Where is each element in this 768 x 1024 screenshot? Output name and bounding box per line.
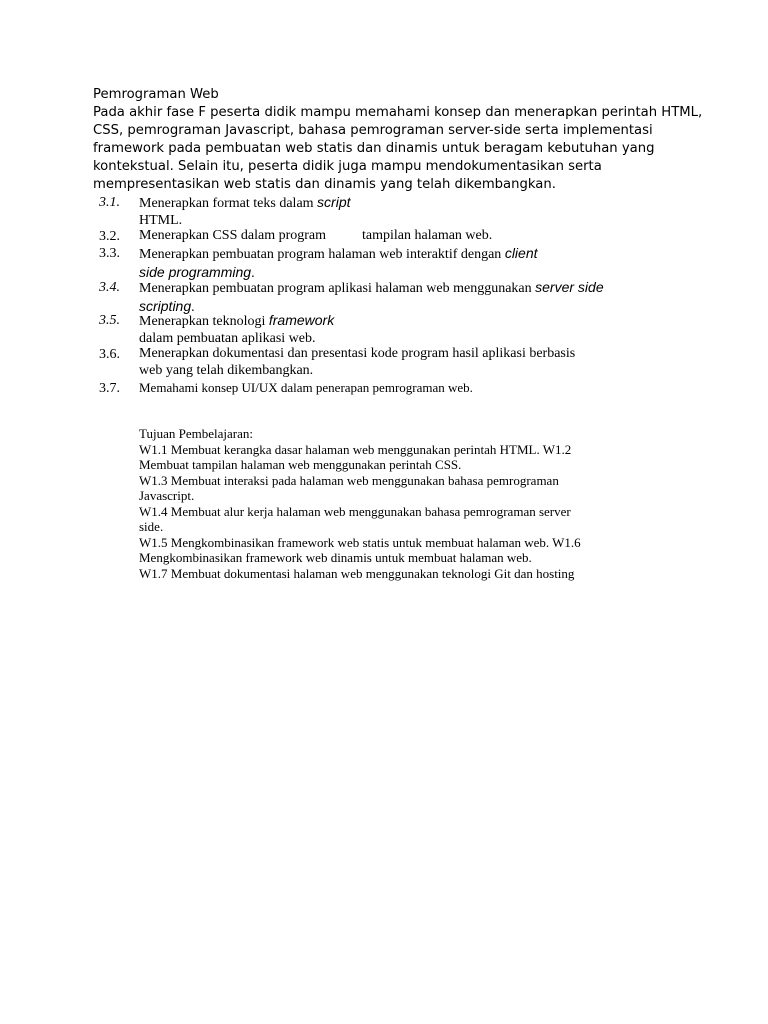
item-text-part: . bbox=[251, 265, 255, 281]
item-number: 3.2. bbox=[99, 229, 120, 244]
item-text-part: Menerapkan pembuatan program aplikasi halaman web menggunakan bbox=[139, 281, 536, 296]
item-text bbox=[139, 194, 699, 229]
item-text-part: Menerapkan format teks dalam bbox=[139, 196, 318, 211]
item-number: 3.6. bbox=[99, 347, 120, 362]
item-text bbox=[139, 245, 699, 282]
item-text-part: Menerapkan pembuatan program halaman web interaktif dengan bbox=[139, 247, 505, 262]
item-number: 3.3. bbox=[99, 246, 120, 261]
item-number: 3.1. bbox=[99, 195, 120, 210]
item-text-part: Menerapkan dokumentasi dan presentasi kode program hasil aplikasi berbasis bbox=[139, 346, 576, 361]
document-heading: Pemrograman Web bbox=[93, 87, 219, 102]
item-text bbox=[139, 312, 699, 347]
goal-line: W1.1 Membuat kerangka dasar halaman web menggunakan perintah HTML. W1.2 bbox=[139, 441, 572, 457]
intro-line: mempresentasikan web statis dan dinamis yang telah dikembangkan. bbox=[93, 177, 556, 192]
item-emphasis: side programming bbox=[139, 263, 252, 280]
item-text bbox=[139, 279, 699, 316]
item-text-part: Memahami konsep UI/UX dalam penerapan pemrograman web. bbox=[139, 380, 473, 395]
goal-line: Mengkombinasikan framework web dinamis untuk membuat halaman web. bbox=[139, 550, 532, 565]
intro-paragraph bbox=[93, 104, 703, 194]
item-emphasis: script bbox=[317, 194, 351, 210]
item-text-part: Menerapkan teknologi bbox=[139, 314, 269, 329]
item-text-part: web yang telah dikembangkan. bbox=[139, 362, 314, 378]
item-text bbox=[139, 228, 699, 245]
goal-line: Membuat tampilan halaman web menggunakan perintah CSS. bbox=[139, 457, 462, 472]
intro-line: kontekstual. Selain itu, peserta didik juga mampu mendokumentasikan serta bbox=[93, 159, 602, 174]
intro-line: framework pada pembuatan web statis dan dinamis untuk beragam kebutuhan yang bbox=[93, 141, 655, 156]
goal-line: W1.7 Membuat dokumentasi halaman web menggunakan teknologi Git dan hosting bbox=[139, 565, 575, 581]
goal-line: side. bbox=[139, 519, 164, 534]
item-text-part: Menerapkan CSS dalam program bbox=[139, 228, 327, 243]
learning-goals bbox=[139, 426, 699, 581]
item-emphasis: scripting bbox=[139, 297, 192, 314]
item-text-part: dalam pembuatan aplikasi web. bbox=[139, 330, 316, 346]
item-text-part: HTML. bbox=[139, 212, 183, 228]
goal-line: Javascript. bbox=[139, 488, 195, 503]
item-number: 3.7. bbox=[99, 381, 120, 396]
goal-line: W1.3 Membuat interaksi pada halaman web menggunakan bahasa pemrograman bbox=[139, 472, 559, 488]
item-number: 3.4. bbox=[99, 280, 120, 295]
item-text-part: . bbox=[191, 299, 195, 315]
item-emphasis: framework bbox=[268, 312, 335, 328]
item-number: 3.5. bbox=[99, 313, 120, 328]
intro-line: CSS, pemrograman Javascript, bahasa pemrograman server-side serta implementasi bbox=[93, 123, 653, 138]
goal-line: W1.4 Membuat alur kerja halaman web menggunakan bahasa pemrograman server bbox=[139, 503, 571, 519]
item-emphasis: server side bbox=[535, 279, 604, 295]
item-text-part: tampilan halaman web. bbox=[362, 228, 493, 243]
item-emphasis: client bbox=[504, 245, 538, 261]
goal-line: W1.5 Mengkombinasikan framework web statis untuk membuat halaman web. W1.6 bbox=[139, 534, 581, 550]
goals-title: Tujuan Pembelajaran: bbox=[139, 426, 253, 441]
intro-line: Pada akhir fase F peserta didik mampu memahami konsep dan menerapkan perintah HTML, bbox=[93, 105, 703, 120]
item-text bbox=[139, 346, 699, 379]
item-text bbox=[139, 380, 699, 397]
